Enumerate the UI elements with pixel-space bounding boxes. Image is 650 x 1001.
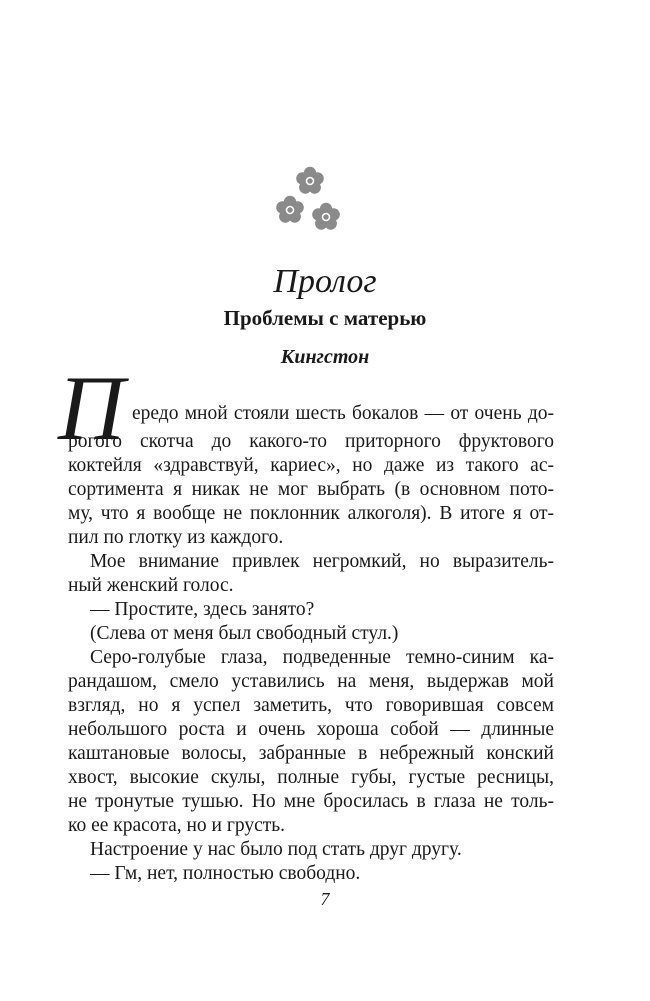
body-line: Настроение у нас было под стать друг другу.	[90, 839, 462, 860]
body-line: взгляд, но я успел заметить, что говорившая совсем	[68, 695, 554, 716]
aside-line: (Слева от меня был свободный стул.)	[90, 623, 399, 644]
drop-cap: П	[58, 357, 125, 459]
chapter-title: Пролог	[273, 263, 377, 300]
body-line: ко ее красота, но и грусть.	[68, 815, 286, 836]
body-line: рандашом, смело уставились на меня, выдержав мой	[68, 671, 554, 692]
body-line: пил по глотку из каждого.	[68, 527, 284, 548]
page-number: 7	[320, 889, 330, 909]
body-line: Мое внимание привлек негромкий, но выразитель-	[90, 551, 554, 572]
body-line: ный женский голос.	[68, 575, 234, 596]
body-line: му, что я вообще не поклонник алкоголя). В итоге я от-	[68, 503, 554, 524]
body-line: не тронутые тушью. Но мне бросилась в глаза не толь-	[68, 791, 554, 812]
body-line: небольшого роста и очень хороша собой — длинные	[68, 719, 554, 740]
body-line: хвост, высокие скулы, полные губы, густые ресницы,	[68, 767, 554, 788]
dialog-line: — Гм, нет, полностью свободно.	[90, 863, 361, 884]
dialog-line: — Простите, здесь занято?	[90, 599, 315, 620]
chapter-subtitle: Проблемы с матерью	[223, 306, 427, 330]
body-line: сортимента я никак не мог выбрать (в основном пото-	[68, 479, 554, 500]
body-line: рогого скотча до какого-то приторного фруктового	[68, 431, 554, 452]
body-line: каштановые волосы, забранные в небрежный конский	[68, 743, 554, 764]
body-line: коктейля «здравствуй, кариес», но даже из такого ас-	[68, 455, 554, 476]
section-name: Кингстон	[280, 346, 370, 368]
flower-ornament-icon	[270, 160, 350, 240]
body-line: Серо-голубые глаза, подведенные темно-синим ка-	[90, 647, 554, 668]
body-line: ередо мной стояли шесть бокалов — от очень до-	[132, 403, 554, 424]
